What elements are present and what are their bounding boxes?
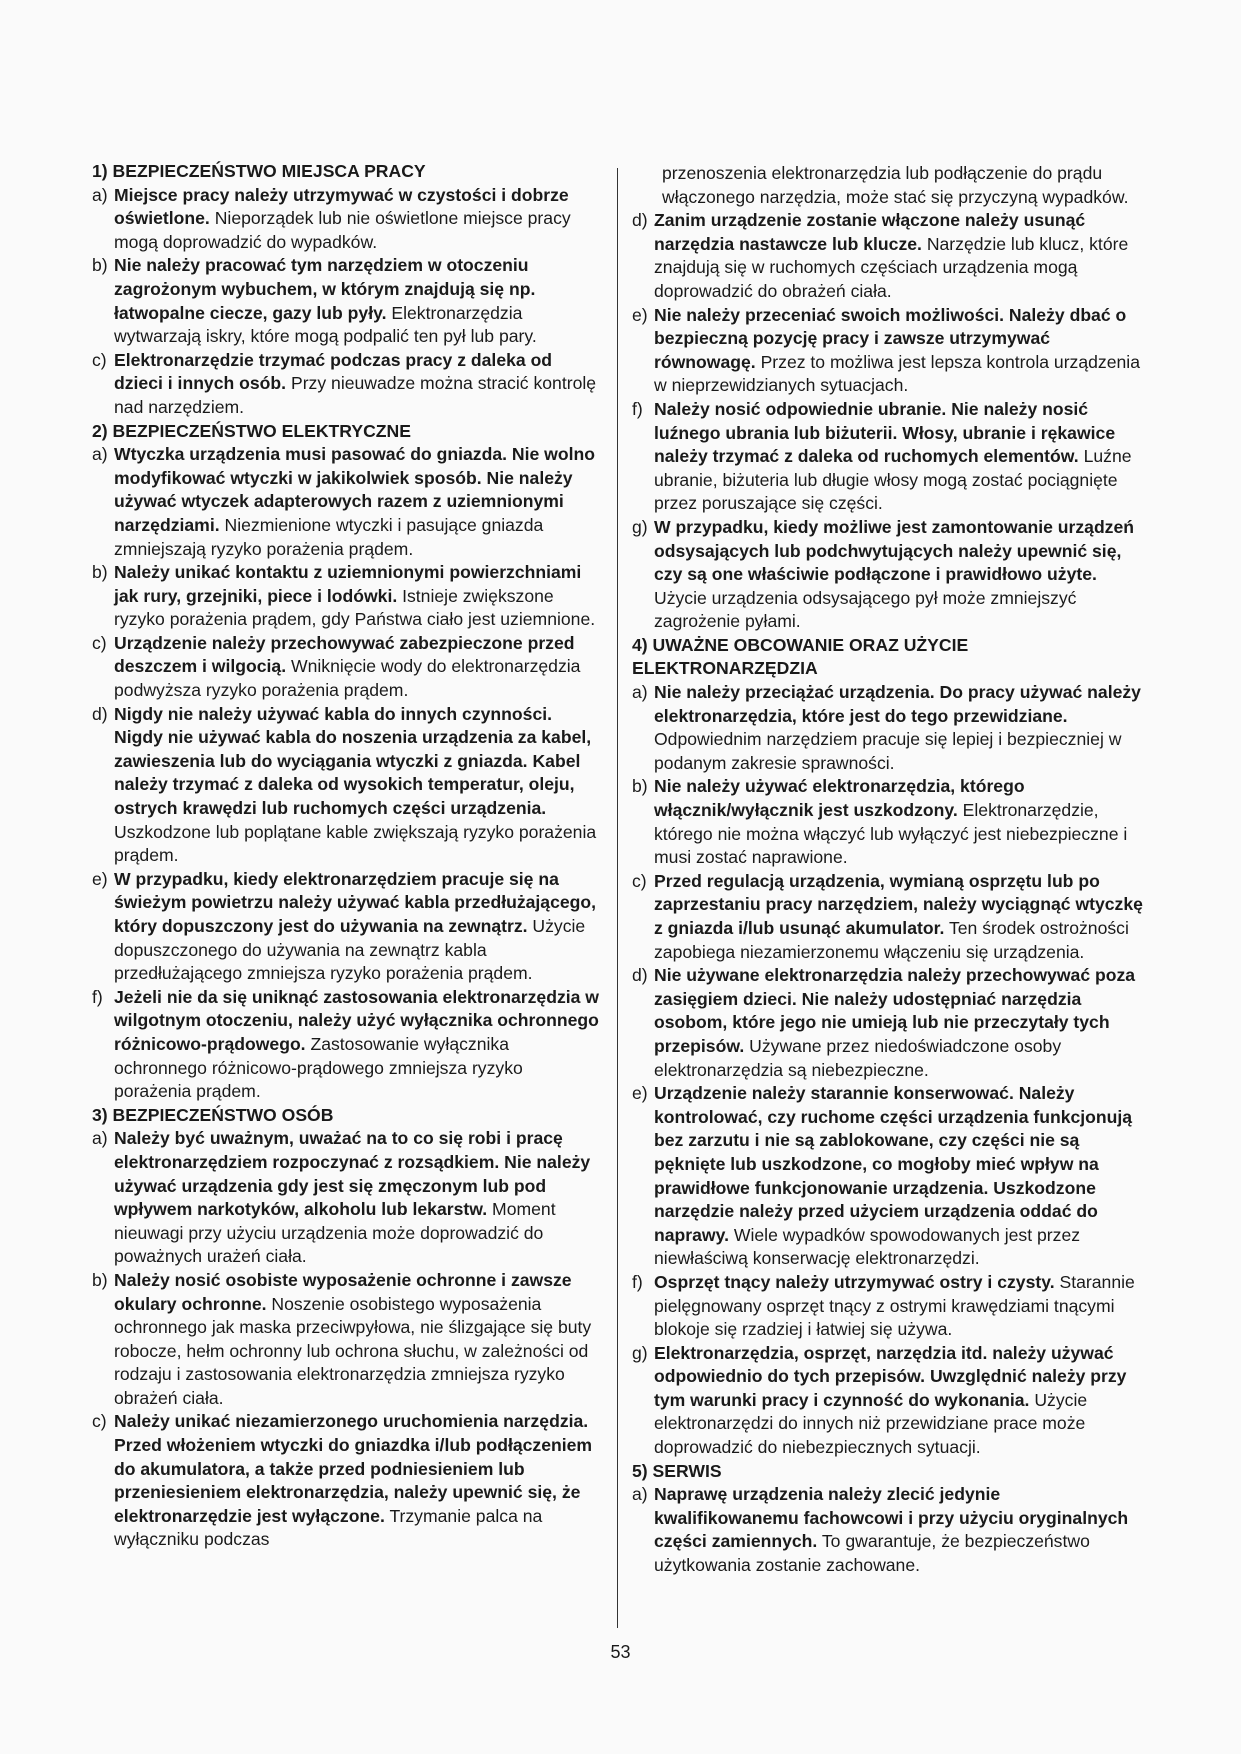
- list-item: [632, 1483, 1144, 1577]
- item-label: f): [92, 986, 103, 1007]
- item-text: Należy nosić odpowiednie ubranie. Nie należy nosić luźnego ubrania lub biżuterii. Włosy, ubranie i rękawice należy trzymać z daleka od ruchomych elementów. Luźne ubranie, biżuteria lub długie włosy mogą zostać pociągnięte przez poruszające się części.: [654, 398, 1132, 514]
- list-item: [632, 398, 1144, 516]
- item-text: Nie należy przeceniać swoich możliwości. Należy dbać o bezpieczną pozycję pracy i zawsze utrzymywać równowagę. Przez to możliwa jest lepsza kontrola urządzenia w nieprzewidzianych sytuacjach.: [654, 304, 1140, 396]
- item-text: Elektronarzędzia, osprzęt, narzędzia itd. należy używać odpowiednio do tych przepisów. Uwzględnić należy przy tym warunki pracy i czynność do wykonania. Użycie elektronarzędzi do innych niż przewidziane prace może doprowadzić do niebezpiecznych sytuacji.: [654, 1342, 1127, 1458]
- item-label: e): [632, 1083, 648, 1104]
- item-label: b): [92, 255, 108, 276]
- item-label: a): [92, 1128, 108, 1149]
- item-label: a): [92, 184, 108, 205]
- section-heading-service: 5) SERWIS: [632, 1460, 722, 1481]
- item-text: Nigdy nie należy używać kabla do innych czynności. Nigdy nie używać kabla do noszenia urządzenia za kabel, zawieszenia lub do wyciągania wtyczki z gniazda. Kabel należy trzymać z daleka od wysokich temperatur, oleju, ostrych krawędzi lub ruchomych części urządzenia. Uszkodzone lub poplątane kable zwiększają ryzyko porażenia prądem.: [114, 703, 597, 866]
- list-item: [92, 561, 602, 632]
- item-label: d): [632, 965, 648, 986]
- list-item: [92, 1410, 602, 1552]
- item-label: d): [92, 703, 108, 724]
- list-item: [632, 1082, 1144, 1271]
- item-text: Zanim urządzenie zostanie włączone należy usunąć narzędzia nastawcze lub klucze. Narzędzie lub klucz, które znajdują się w ruchomych częściach urządzenia mogą doprowadzić do obrażeń ciała.: [654, 210, 1129, 301]
- item-text: Nie należy używać elektronarzędzia, którego włącznik/wyłącznik jest uszkodzony. Elektronarzędzie, którego nie można włączyć lub wyłączyć jest niebezpieczne i musi zostać naprawione.: [654, 776, 1128, 868]
- item-text: Nie używane elektronarzędzia należy przechowywać poza zasięgiem dzieci. Nie należy udostępniać narzędzia osobom, które jego nie umieją lub nie przeczytały tych przepisów. Używane przez niedoświadczone osoby elektronarzędzia są niebezpieczne.: [654, 965, 1136, 1080]
- item-label: d): [632, 210, 648, 231]
- list-item: [632, 1271, 1144, 1342]
- list-item: [632, 1342, 1144, 1460]
- item-label: b): [632, 776, 648, 797]
- section-heading-tool-use: 4) UWAŻNE OBCOWANIE ORAZ UŻYCIE ELEKTRONARZĘDZIA: [632, 634, 969, 679]
- item-label: e): [632, 304, 648, 325]
- item-text: Naprawę urządzenia należy zlecić jedynie kwalifikowanemu fachowcowi i przy użyciu oryginalnych części zamiennych. To gwarantuje, że bezpieczeństwo użytkowania zostanie zachowane.: [654, 1484, 1129, 1576]
- item-text: Miejsce pracy należy utrzymywać w czystości i dobrze oświetlone. Nieporządek lub nie oświetlone miejsce pracy mogą doprowadzić do wypadków.: [114, 184, 571, 252]
- list-item: [92, 986, 602, 1104]
- item-text: Należy być uważnym, uważać na to co się robi i pracę elektronarzędziem rozpoczynać z rozsądkiem. Nie należy używać urządzenia gdy jest się zmęczonym lub pod wpływem narkotyków, alkoholu lub lekarstw. Moment nieuwagi przy użyciu urządzenia może doprowadzić do poważnych urażeń ciała.: [114, 1128, 591, 1267]
- list-item: [92, 703, 602, 868]
- item-text: Jeżeli nie da się uniknąć zastosowania elektronarzędzia w wilgotnym otoczeniu, należy użyć wyłącznika ochronnego różnicowo-prądowego. Zastosowanie wyłącznika ochronnego różnicowo-prądowego zmniejsza ryzyko porażenia prądem.: [114, 986, 599, 1102]
- item-label: a): [632, 682, 648, 703]
- item-text: Wtyczka urządzenia musi pasować do gniazda. Nie wolno modyfikować wtyczki w jakikolwiek sposób. Nie należy używać wtyczek adapterowych razem z uziemnionymi narzędziami. Niezmienione wtyczki i pasujące gniazda zmniejszają ryzyko porażenia prądem.: [114, 444, 595, 559]
- list-item: [92, 1127, 602, 1269]
- item-text: Przed regulacją urządzenia, wymianą osprzętu lub po zaprzestaniu pracy narzędziem, należy wyciągnąć wtyczkę z gniazda i/lub usunąć akumulator. Ten środek ostrożności zapobiega niezamierzonemu włączeniu się urządzenia.: [654, 870, 1143, 962]
- item-text: Osprzęt tnący należy utrzymywać ostry i czysty. Starannie pielęgnowany osprzęt tnący z ostrymi krawędziami tnącymi blokoje się rzadziej i łatwiej się używa.: [654, 1271, 1135, 1340]
- item-label: c): [632, 870, 647, 891]
- item-label: a): [92, 444, 108, 465]
- list-item: [92, 184, 602, 255]
- section-heading-electrical: 2) BEZPIECZEŃSTWO ELEKTRYCZNE: [92, 420, 411, 441]
- list-item: [632, 304, 1144, 398]
- item-text: Urządzenie należy starannie konserwować. Należy kontrolować, czy ruchome części urządzenia funkcjonują bez zarzutu i nie są zablokowane, czy części nie są pęknięte lub uszkodzone, co mogłoby mieć wpływ na prawidłowe funkcjonowanie urządzenia. Uszkodzone narzędzie należy przed użyciem urządzenia oddać do naprawy. Wiele wypadków spowodowanych jest przez niewłaściwą konserwację elektronarzędzi.: [654, 1083, 1133, 1269]
- item-label: g): [632, 1342, 648, 1363]
- item-label: b): [92, 562, 108, 583]
- list-item: [92, 443, 602, 561]
- list-item: [632, 964, 1144, 1082]
- list-item: [632, 775, 1144, 869]
- item-label: c): [92, 1411, 107, 1432]
- item-text: Urządzenie należy przechowywać zabezpieczone przed deszczem i wilgocią. Wniknięcie wody do elektronarzędzia podwyższa ryzyko porażenia prądem.: [114, 632, 581, 701]
- item-text: Nie należy przeciążać urządzenia. Do pracy używać należy elektronarzędzia, które jest do tego przewidziane. Odpowiednim narzędziem pracuje się lepiej i bezpieczniej w podanym zakresie sprawności.: [654, 682, 1141, 773]
- list-item: [92, 349, 602, 420]
- right-column: [632, 162, 1144, 1578]
- list-item: [632, 516, 1144, 634]
- item-text: Elektronarzędzie trzymać podczas pracy z daleka od dzieci i innych osób. Przy nieuwadze można stracić kontrolę nad narzędziem.: [114, 349, 597, 417]
- item-text: Należy unikać niezamierzonego uruchomienia narzędzia. Przed włożeniem wtyczki do gniazdka i/lub podłączeniem do akumulatora, a także przed podniesieniem lub przeniesieniem elektronarzędzia, należy upewnić się, że elektronarzędzie jest wyłączone. Trzymanie palca na wyłączniku podczas: [114, 1411, 593, 1550]
- item-label: e): [92, 868, 108, 889]
- list-item: [92, 632, 602, 703]
- column-divider: [617, 168, 618, 1628]
- item-label: a): [632, 1484, 648, 1505]
- list-item: [632, 870, 1144, 964]
- item-label: g): [632, 516, 648, 537]
- left-column: [92, 160, 602, 1552]
- list-item: [632, 681, 1144, 775]
- section-heading-personal: 3) BEZPIECZEŃSTWO OSÓB: [92, 1104, 334, 1125]
- list-item: [92, 1269, 602, 1411]
- page-number: 53: [610, 1642, 631, 1662]
- list-item: [92, 254, 602, 348]
- item-text: Nie należy pracować tym narzędziem w otoczeniu zagrożonym wybuchem, w którym znajdują się np. łatwopalne ciecze, gazy lub pyły. Elektronarzędzia wytwarzają iskry, które mogą podpalić ten pył lub pary.: [114, 255, 537, 347]
- list-item: [632, 209, 1144, 303]
- item-label: b): [92, 1269, 108, 1290]
- item-label: f): [632, 1271, 643, 1292]
- item-label: c): [92, 632, 107, 653]
- item-label: f): [632, 398, 643, 419]
- item-text: Należy nosić osobiste wyposażenie ochronne i zawsze okulary ochronne. Noszenie osobistego wyposażenia ochronnego jak maska przeciwpyłowa, nie ślizgające się buty robocze, hełm ochronny lub ochrona słuchu, w zależności od rodzaju i zastosowania elektronarzędzia zmniejsza ryzyko obrażeń ciała.: [114, 1269, 592, 1408]
- item-label: c): [92, 349, 107, 370]
- item-text: W przypadku, kiedy możliwe jest zamontowanie urządzeń odsysających lub podchwytujących należy upewnić się, czy są one właściwie podłączone i prawidłowo użyte. Użycie urządzenia odsysającego pył może zmniejszyć zagrożenie pyłami.: [654, 516, 1135, 632]
- item-text: Należy unikać kontaktu z uziemnionymi powierzchniami jak rury, grzejniki, piece i lodówki. Istnieje zwiększone ryzyko porażenia prądem, gdy Państwa ciało jest uziemnione.: [114, 562, 596, 630]
- item-text: W przypadku, kiedy elektronarzędziem pracuje się na świeżym powietrzu należy używać kabla przedłużającego, który dopuszczony jest do używania na zewnątrz. Użycie dopuszczonego do używania na zewnątrz kabla przedłużającego zmniejsza ryzyko porażenia prądem.: [114, 868, 597, 984]
- section-heading-work-area: 1) BEZPIECZEŃSTWO MIEJSCA PRACY: [92, 161, 426, 181]
- list-item: [92, 868, 602, 986]
- item-continuation: przenoszenia elektronarzędzia lub podłączenie do prądu włączonego narzędzia, może stać się przyczyną wypadków.: [662, 163, 1129, 207]
